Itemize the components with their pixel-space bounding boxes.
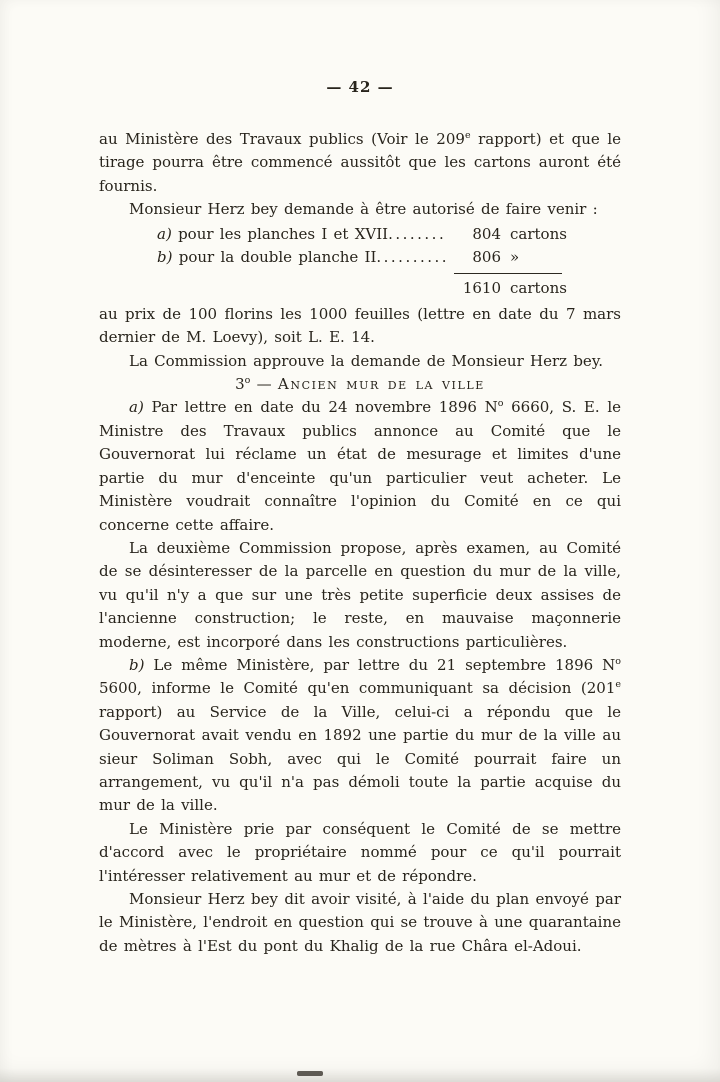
page-number: — 42 —: [326, 78, 394, 96]
item-quantity: 804: [472, 224, 501, 243]
paragraph-price: au prix de 100 florins les 1000 feuilles (lettre en date du 7 mars dernier de M. Loevy), soit L. E. 14.: [99, 304, 621, 347]
paragraph-text: rapport) et que le tirage pourra être commencé aussitôt que les cartons auront été fournis.: [99, 130, 621, 195]
item-description: pour la double planche II: [172, 248, 377, 267]
carton-list: [157, 223, 621, 301]
item-unit: »: [510, 248, 520, 267]
superscript: e: [615, 679, 621, 691]
paragraph-approval: La Commission approuve la demande de Monsieur Herz bey.: [129, 351, 604, 370]
sum-rule: [454, 273, 562, 274]
paragraph-commission-proposal: La deuxième Commission propose, après examen, au Comité de se désinteresser de la parcelle en question du mur de la ville, vu qu'il n'y a que sur une très petite superficie deux assises de l'ancienne construction; le reste, en mauvaise maçonnerie moderne, est incorporé dans les constructions particulières.: [99, 538, 621, 651]
text-block: [99, 128, 621, 958]
paragraph-text: 5600, informe le Comité qu'en communiquant sa décision (201: [99, 679, 616, 698]
total-quantity: 1610: [462, 279, 501, 298]
paragraph-ministry-request: Le Ministère prie par conséquent le Comité de se mettre d'accord avec le propriétaire nommé pour ce qu'il pourrait l'intéresser relativement au mur et de répondre.: [99, 819, 621, 885]
item-quantity: 806: [472, 248, 501, 267]
paragraph-b-letter: [99, 654, 621, 818]
dot-leader: ..........: [376, 248, 450, 267]
item-label: a): [129, 398, 144, 417]
paragraph-text: Par lettre en date du 24 novembre 1896 N: [143, 398, 498, 417]
paragraph-text: au Ministère des Travaux publics (Voir le 209: [99, 130, 465, 148]
list-item-text: [157, 223, 457, 246]
heading-number: 3: [235, 375, 245, 394]
total-unit: cartons: [510, 279, 567, 298]
paragraph-text: 6660, S. E. le Ministre des Travaux publics annonce au Comité que le Gouvernorat lui réclame un état de mesurage et limites d'une partie du mur d'enceinte qu'un particulier veut acheter. Le Ministère voudrait connaître l'opinion du Comité en ce qui concerne cette affaire.: [99, 398, 621, 534]
list-item-b: [157, 246, 621, 269]
heading-title: Ancien mur de la ville: [277, 375, 485, 394]
list-item-a: [157, 223, 621, 246]
list-total: [157, 277, 621, 300]
item-label: a): [157, 224, 172, 243]
paragraph-herz-request: Monsieur Herz bey demande à être autorisé de faire venir :: [129, 200, 598, 219]
paragraph-a-letter: [99, 396, 621, 536]
scan-artifact: [297, 1071, 323, 1076]
page-edge-shade: [0, 1068, 720, 1082]
item-label: b): [157, 248, 173, 267]
list-item-text: [157, 246, 457, 269]
paragraph-herz-visit: Monsieur Herz bey dit avoir visité, à l'aide du plan envoyé par le Ministère, l'endroit en question qui se trouve à une quarantaine de mètres à l'Est du pont du Khalig de la rue Châra el-Adoui.: [99, 890, 621, 955]
paragraph-continuation: [99, 128, 621, 198]
heading-dash: —: [250, 375, 278, 394]
superscript: o: [497, 398, 504, 410]
item-label: b): [129, 655, 145, 674]
item-description: pour les planches I et XVII: [171, 224, 389, 243]
item-unit: cartons: [510, 224, 567, 243]
superscript: e: [464, 130, 471, 141]
dot-leader: ........: [388, 224, 447, 243]
paragraph-text: rapport) au Service de la Ville, celui-ci a répondu que le Gouvernorat avait vendu en 1892 une partie du mur de la ville au sieur Soliman Sobh, avec qui le Comité pourrait faire un arrangement, vu qu'il n'a pas démoli toute la partie acquise du mur de la ville.: [99, 702, 621, 815]
section-heading: [99, 373, 621, 396]
paragraph-text: Le même Ministère, par lettre du 21 septembre 1896 N: [144, 655, 616, 674]
superscript: o: [244, 375, 251, 387]
superscript: o: [615, 655, 621, 667]
